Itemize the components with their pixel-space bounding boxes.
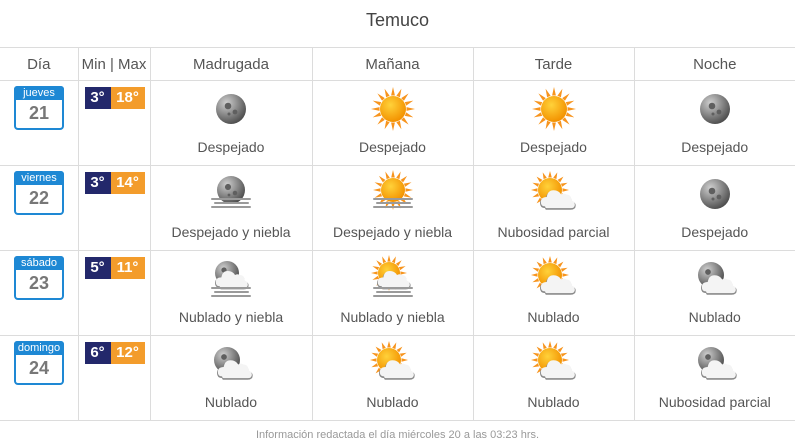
period-cell [473,251,634,336]
period-cell [634,251,795,336]
period-cell [473,336,634,421]
day-cell [0,336,78,421]
period-cell [473,81,634,166]
header-noche: Noche [634,48,795,81]
condition-label: Nublado [366,394,419,410]
period-cell [473,166,634,251]
moon-cloud-icon [691,340,739,388]
temp-min: 6° [85,342,111,364]
calendar-badge [14,341,64,385]
calendar-badge [14,256,64,300]
condition-label: Despejado [520,139,587,155]
moon-icon [691,85,739,133]
temp-cell [78,251,150,336]
temp-min: 3° [85,172,111,194]
day-cell [0,251,78,336]
page-title: Temuco [365,10,430,30]
temp-max: 14° [111,172,145,194]
temp-cell [78,166,150,251]
header-manana: Mañana [312,48,473,81]
period-cell [634,81,795,166]
condition-label: Despejado [359,139,426,155]
period-cell [312,81,473,166]
day-cell [0,166,78,251]
sun-fog-icon [369,170,417,218]
table-header-row [0,48,795,81]
condition-label: Nublado [527,394,580,410]
forecast-table [0,47,795,421]
day-name: jueves [14,86,64,100]
day-date: 24 [28,358,50,378]
temp-cell [78,81,150,166]
moon-fog-icon [207,170,255,218]
header-minmax: Min | Max [78,48,150,81]
condition-label: Despejado [197,139,265,155]
period-cell [634,166,795,251]
period-cell [312,336,473,421]
condition-label: Nublado y niebla [178,309,284,325]
moon-cloud-icon [207,340,255,388]
footer-note: Información redactada el día miércoles 20 a las 03:23 hrs. [255,429,540,441]
condition-label: Nublado [527,309,580,325]
period-cell [150,81,312,166]
period-cell [634,336,795,421]
day-date: 23 [28,273,50,293]
moon-icon [207,85,255,133]
moon-cloud-icon [691,255,739,303]
condition-label: Despejado y niebla [171,224,291,240]
table-row [0,336,795,421]
condition-label: Nublado y niebla [340,309,445,325]
table-row [0,81,795,166]
calendar-badge [14,171,64,215]
sun-cloud-icon [530,170,578,218]
condition-label: Despejado [681,224,749,240]
sun-cloud-fog-icon [369,255,417,303]
sun-cloud-icon [530,255,578,303]
day-date: 22 [28,188,50,208]
period-cell [312,251,473,336]
temp-max: 11° [111,257,145,279]
period-cell [150,166,312,251]
day-name: domingo [14,341,64,355]
calendar-badge [14,86,64,130]
temp-min: 5° [85,257,111,279]
header-day: Día [0,48,78,81]
moon-cloud-fog-icon [207,255,255,303]
sun-icon [530,85,578,133]
period-cell [150,251,312,336]
condition-label: Nublado [204,394,258,410]
temp-min: 3° [85,87,111,109]
table-row [0,166,795,251]
condition-label: Despejado y niebla [332,224,453,240]
sun-cloud-icon [530,340,578,388]
moon-icon [691,170,739,218]
day-name: sábado [14,256,64,270]
condition-label: Despejado [681,139,749,155]
period-cell [312,166,473,251]
header-madrugada: Madrugada [150,48,312,81]
temp-max: 12° [111,342,145,364]
table-row [0,251,795,336]
condition-label: Nublado [688,309,741,325]
sun-cloud-icon [369,340,417,388]
header-tarde: Tarde [473,48,634,81]
period-cell [150,336,312,421]
temp-cell [78,336,150,421]
day-name: viernes [14,171,64,185]
temp-max: 18° [111,87,145,109]
condition-label: Nubosidad parcial [658,394,771,410]
condition-label: Nubosidad parcial [497,224,610,240]
sun-icon [369,85,417,133]
day-date: 21 [28,103,50,123]
day-cell [0,81,78,166]
